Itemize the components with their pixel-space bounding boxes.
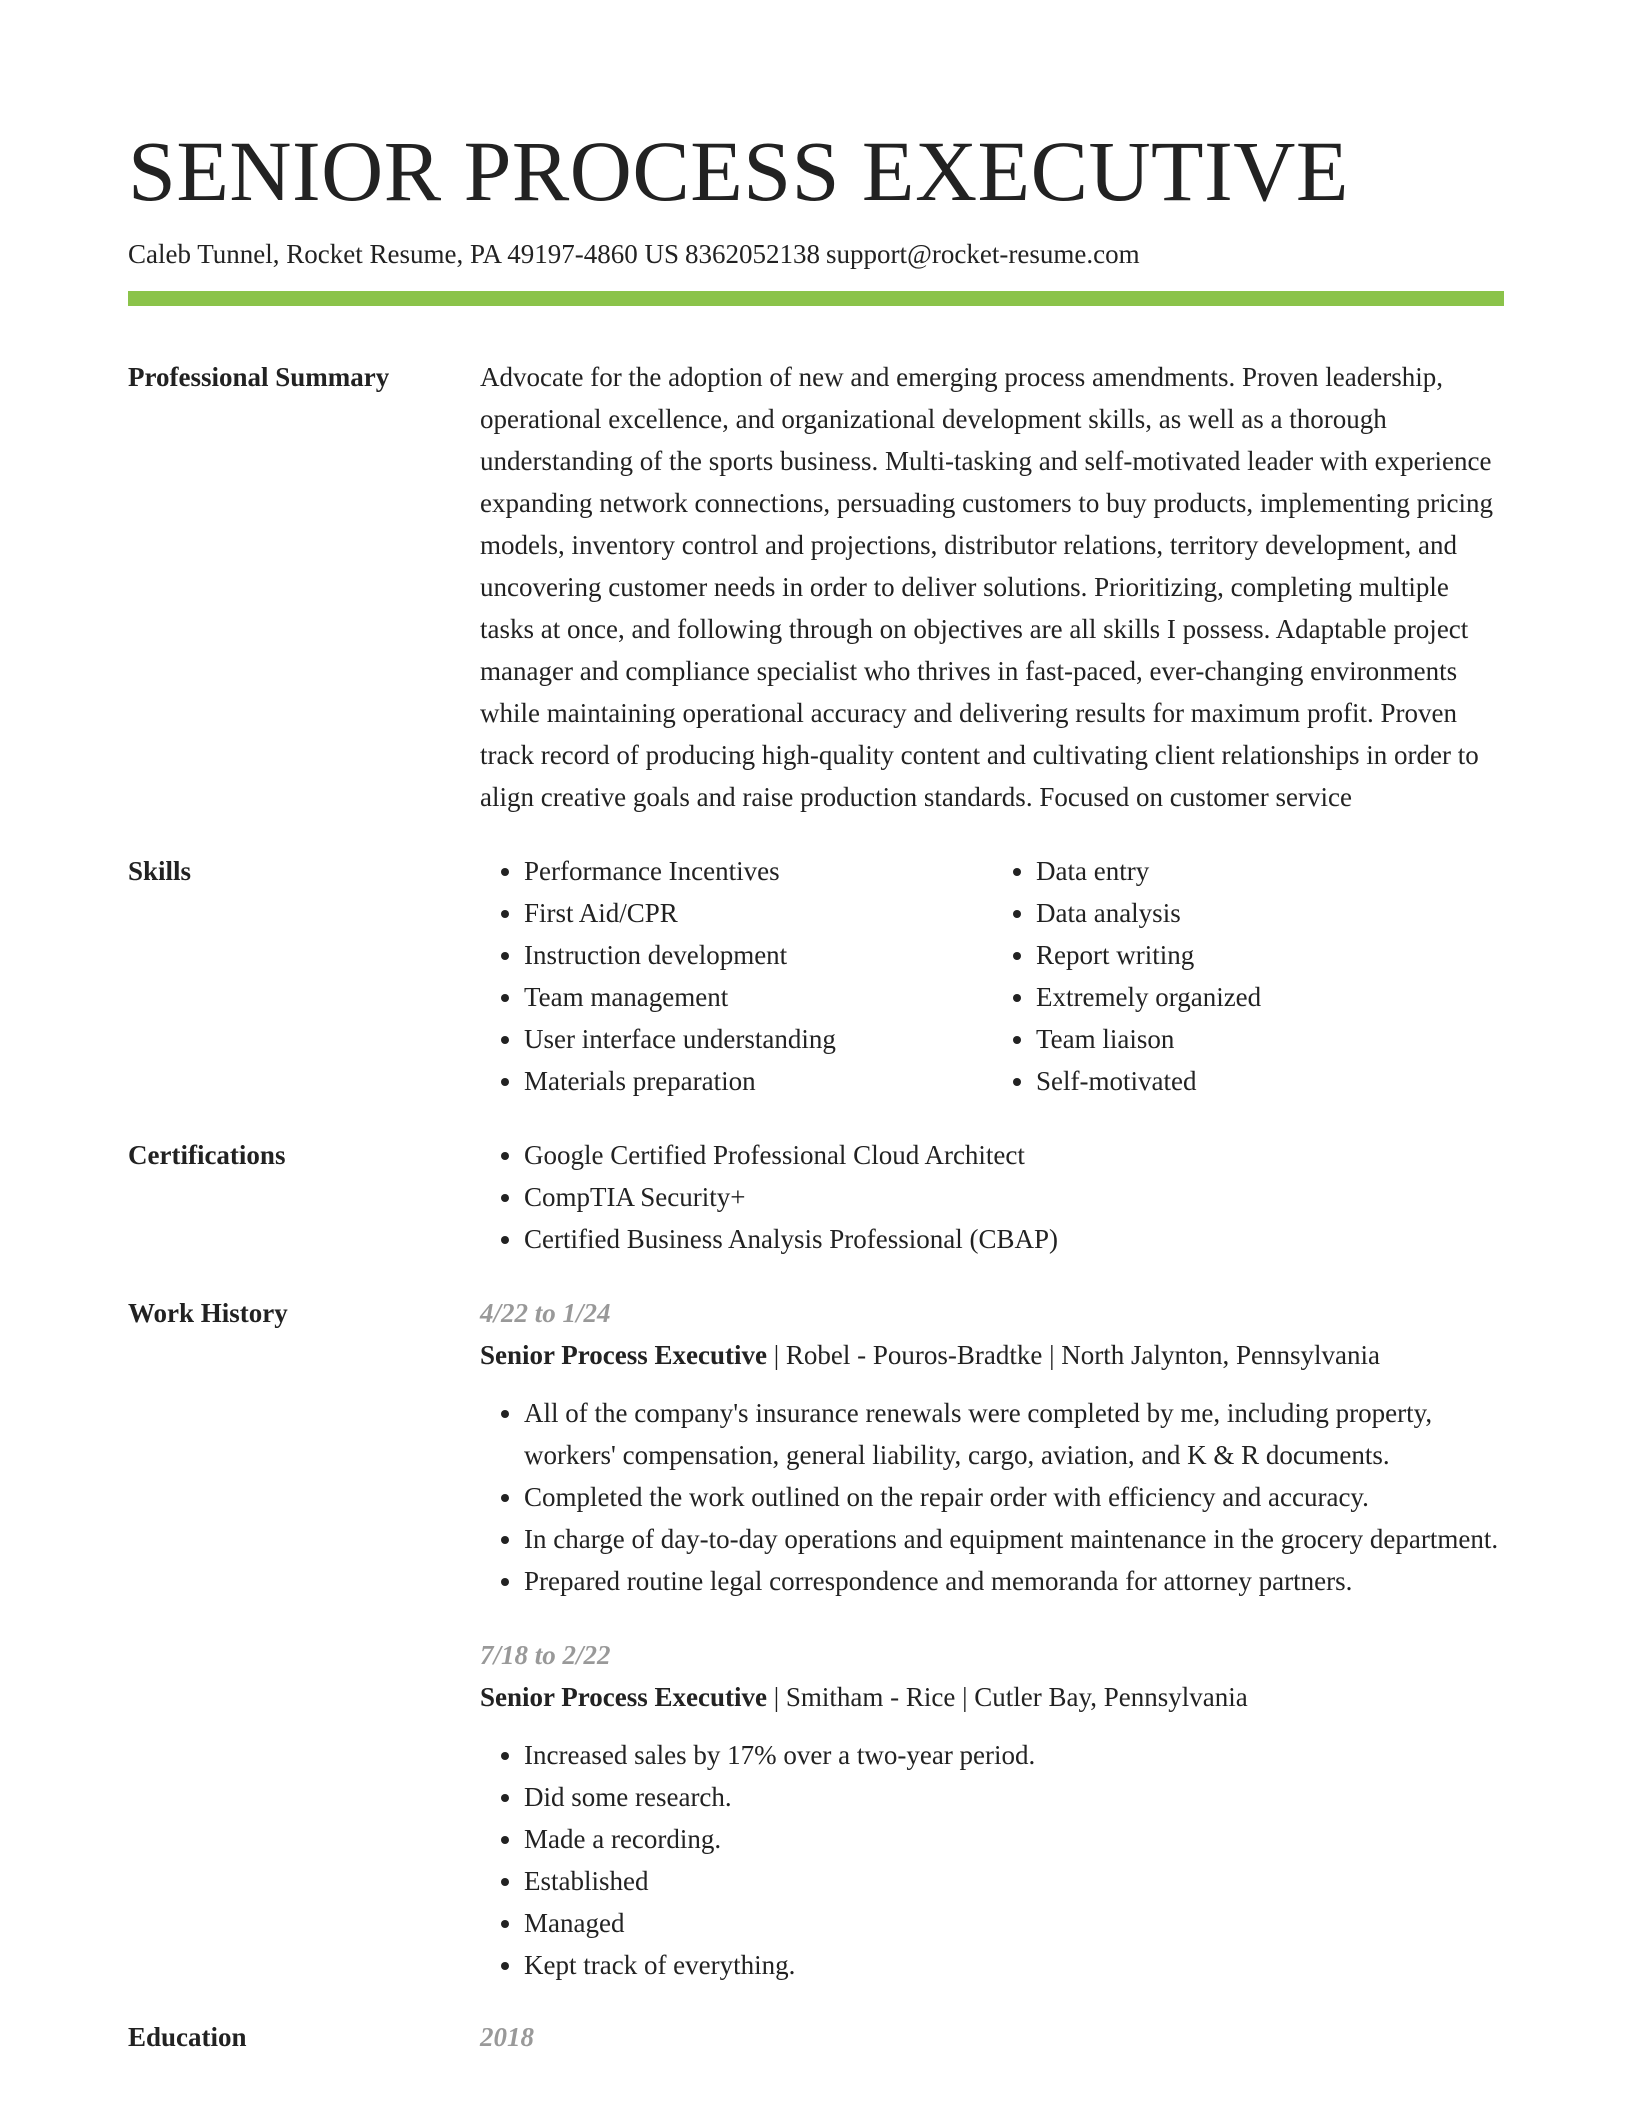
skill-item: • User interface understanding bbox=[524, 1018, 992, 1060]
job-bullet: • Made a recording. bbox=[524, 1818, 1504, 1860]
skill-item: • Report writing bbox=[1036, 934, 1504, 976]
skill-item: • Extremely organized bbox=[1036, 976, 1504, 1018]
section-title-certifications: Certifications bbox=[128, 1140, 286, 1170]
education-date: 2018 bbox=[480, 2022, 534, 2052]
job-bullets bbox=[480, 1392, 1504, 1602]
job-bullet: • Prepared routine legal correspondence and memoranda for attorney partners. bbox=[524, 1560, 1504, 1602]
job-bullet: • Increased sales by 17% over a two-year period. bbox=[524, 1734, 1504, 1776]
skill-item: • Materials preparation bbox=[524, 1060, 992, 1102]
job-heading bbox=[480, 1334, 1504, 1376]
job-dates: 7/18 to 2/22 bbox=[480, 1640, 611, 1670]
job-employer-location: | Smitham - Rice | Cutler Bay, Pennsylvania bbox=[766, 1682, 1248, 1712]
education-section bbox=[128, 2016, 1504, 2058]
resume-page bbox=[128, 0, 1504, 2058]
job-bullet: • Managed bbox=[524, 1902, 1504, 1944]
skill-item: • Self-motivated bbox=[1036, 1060, 1504, 1102]
skills-list-left bbox=[480, 850, 992, 1102]
summary-text: Advocate for the adoption of new and emerging process amendments. Proven leadership, operational excellence, and organizational development skills, as well as a thorough understanding of the sports business. Multi-tasking and self-motivated leader with experience expanding network connections, persuading customers to buy products, implementing pricing models, inventory control and projections, distributor relations, territory development, and uncovering customer needs in order to deliver solutions. Prioritizing, completing multiple tasks at once, and following through on objectives are all skills I possess. Adaptable project manager and compliance specialist who thrives in fast-paced, ever-changing environments while maintaining operational accuracy and delivering results for maximum profit. Proven track record of producing high-quality content and cultivating client relationships in order to align creative goals and raise production standards. Focused on customer service bbox=[480, 362, 1494, 812]
skill-item: • First Aid/CPR bbox=[524, 892, 992, 934]
job-bullet: • Completed the work outlined on the repair order with efficiency and accuracy. bbox=[524, 1476, 1504, 1518]
certification-item: • Google Certified Professional Cloud Architect bbox=[524, 1134, 1504, 1176]
job-entry bbox=[480, 1292, 1504, 1602]
accent-divider bbox=[128, 291, 1504, 306]
section-title-summary: Professional Summary bbox=[128, 362, 390, 392]
job-bullet: • Established bbox=[524, 1860, 1504, 1902]
certifications-body bbox=[480, 1134, 1504, 1260]
section-title-work-history: Work History bbox=[128, 1298, 288, 1328]
job-bullet: • In charge of day-to-day operations and equipment maintenance in the grocery department. bbox=[524, 1518, 1504, 1560]
job-bullet: • Did some research. bbox=[524, 1776, 1504, 1818]
skills-body bbox=[480, 850, 1504, 1102]
work-history-body bbox=[480, 1292, 1504, 1986]
skill-item: • Data entry bbox=[1036, 850, 1504, 892]
certification-item: • Certified Business Analysis Professional (CBAP) bbox=[524, 1218, 1504, 1260]
job-heading bbox=[480, 1676, 1504, 1718]
contact-email: support@rocket-resume.com bbox=[826, 239, 1140, 269]
job-bullet: • Kept track of everything. bbox=[524, 1944, 1504, 1986]
certifications-section bbox=[128, 1134, 1504, 1260]
summary-section bbox=[128, 356, 1504, 818]
certifications-list bbox=[480, 1134, 1504, 1260]
certification-item: • CompTIA Security+ bbox=[524, 1176, 1504, 1218]
contact-phone: 8362052138 bbox=[685, 239, 821, 269]
contact-line bbox=[128, 237, 1504, 271]
job-dates: 4/22 to 1/24 bbox=[480, 1298, 611, 1328]
education-body bbox=[480, 2016, 1504, 2058]
section-title-education: Education bbox=[128, 2022, 247, 2052]
skill-item: • Data analysis bbox=[1036, 892, 1504, 934]
job-bullets bbox=[480, 1734, 1504, 1986]
contact-address: Caleb Tunnel, Rocket Resume, PA 49197-4860 US bbox=[128, 239, 680, 269]
job-employer-location: | Robel - Pouros-Bradtke | North Jalynton, Pennsylvania bbox=[766, 1340, 1380, 1370]
job-bullet: • All of the company's insurance renewals were completed by me, including property, workers' compensation, general liability, cargo, aviation, and K & R documents. bbox=[524, 1392, 1504, 1476]
job-title: Senior Process Executive bbox=[480, 1340, 767, 1370]
skills-section bbox=[128, 850, 1504, 1102]
summary-body bbox=[480, 356, 1504, 818]
skill-item: • Performance Incentives bbox=[524, 850, 992, 892]
skill-item: • Instruction development bbox=[524, 934, 992, 976]
section-title-skills: Skills bbox=[128, 856, 192, 886]
job-title: Senior Process Executive bbox=[480, 1682, 767, 1712]
skill-item: • Team management bbox=[524, 976, 992, 1018]
job-entry bbox=[480, 1634, 1504, 1986]
work-history-section bbox=[128, 1292, 1504, 1986]
page-title: SENIOR PROCESS EXECUTIVE bbox=[128, 123, 1349, 219]
skills-list-right bbox=[992, 850, 1504, 1102]
skill-item: • Team liaison bbox=[1036, 1018, 1504, 1060]
